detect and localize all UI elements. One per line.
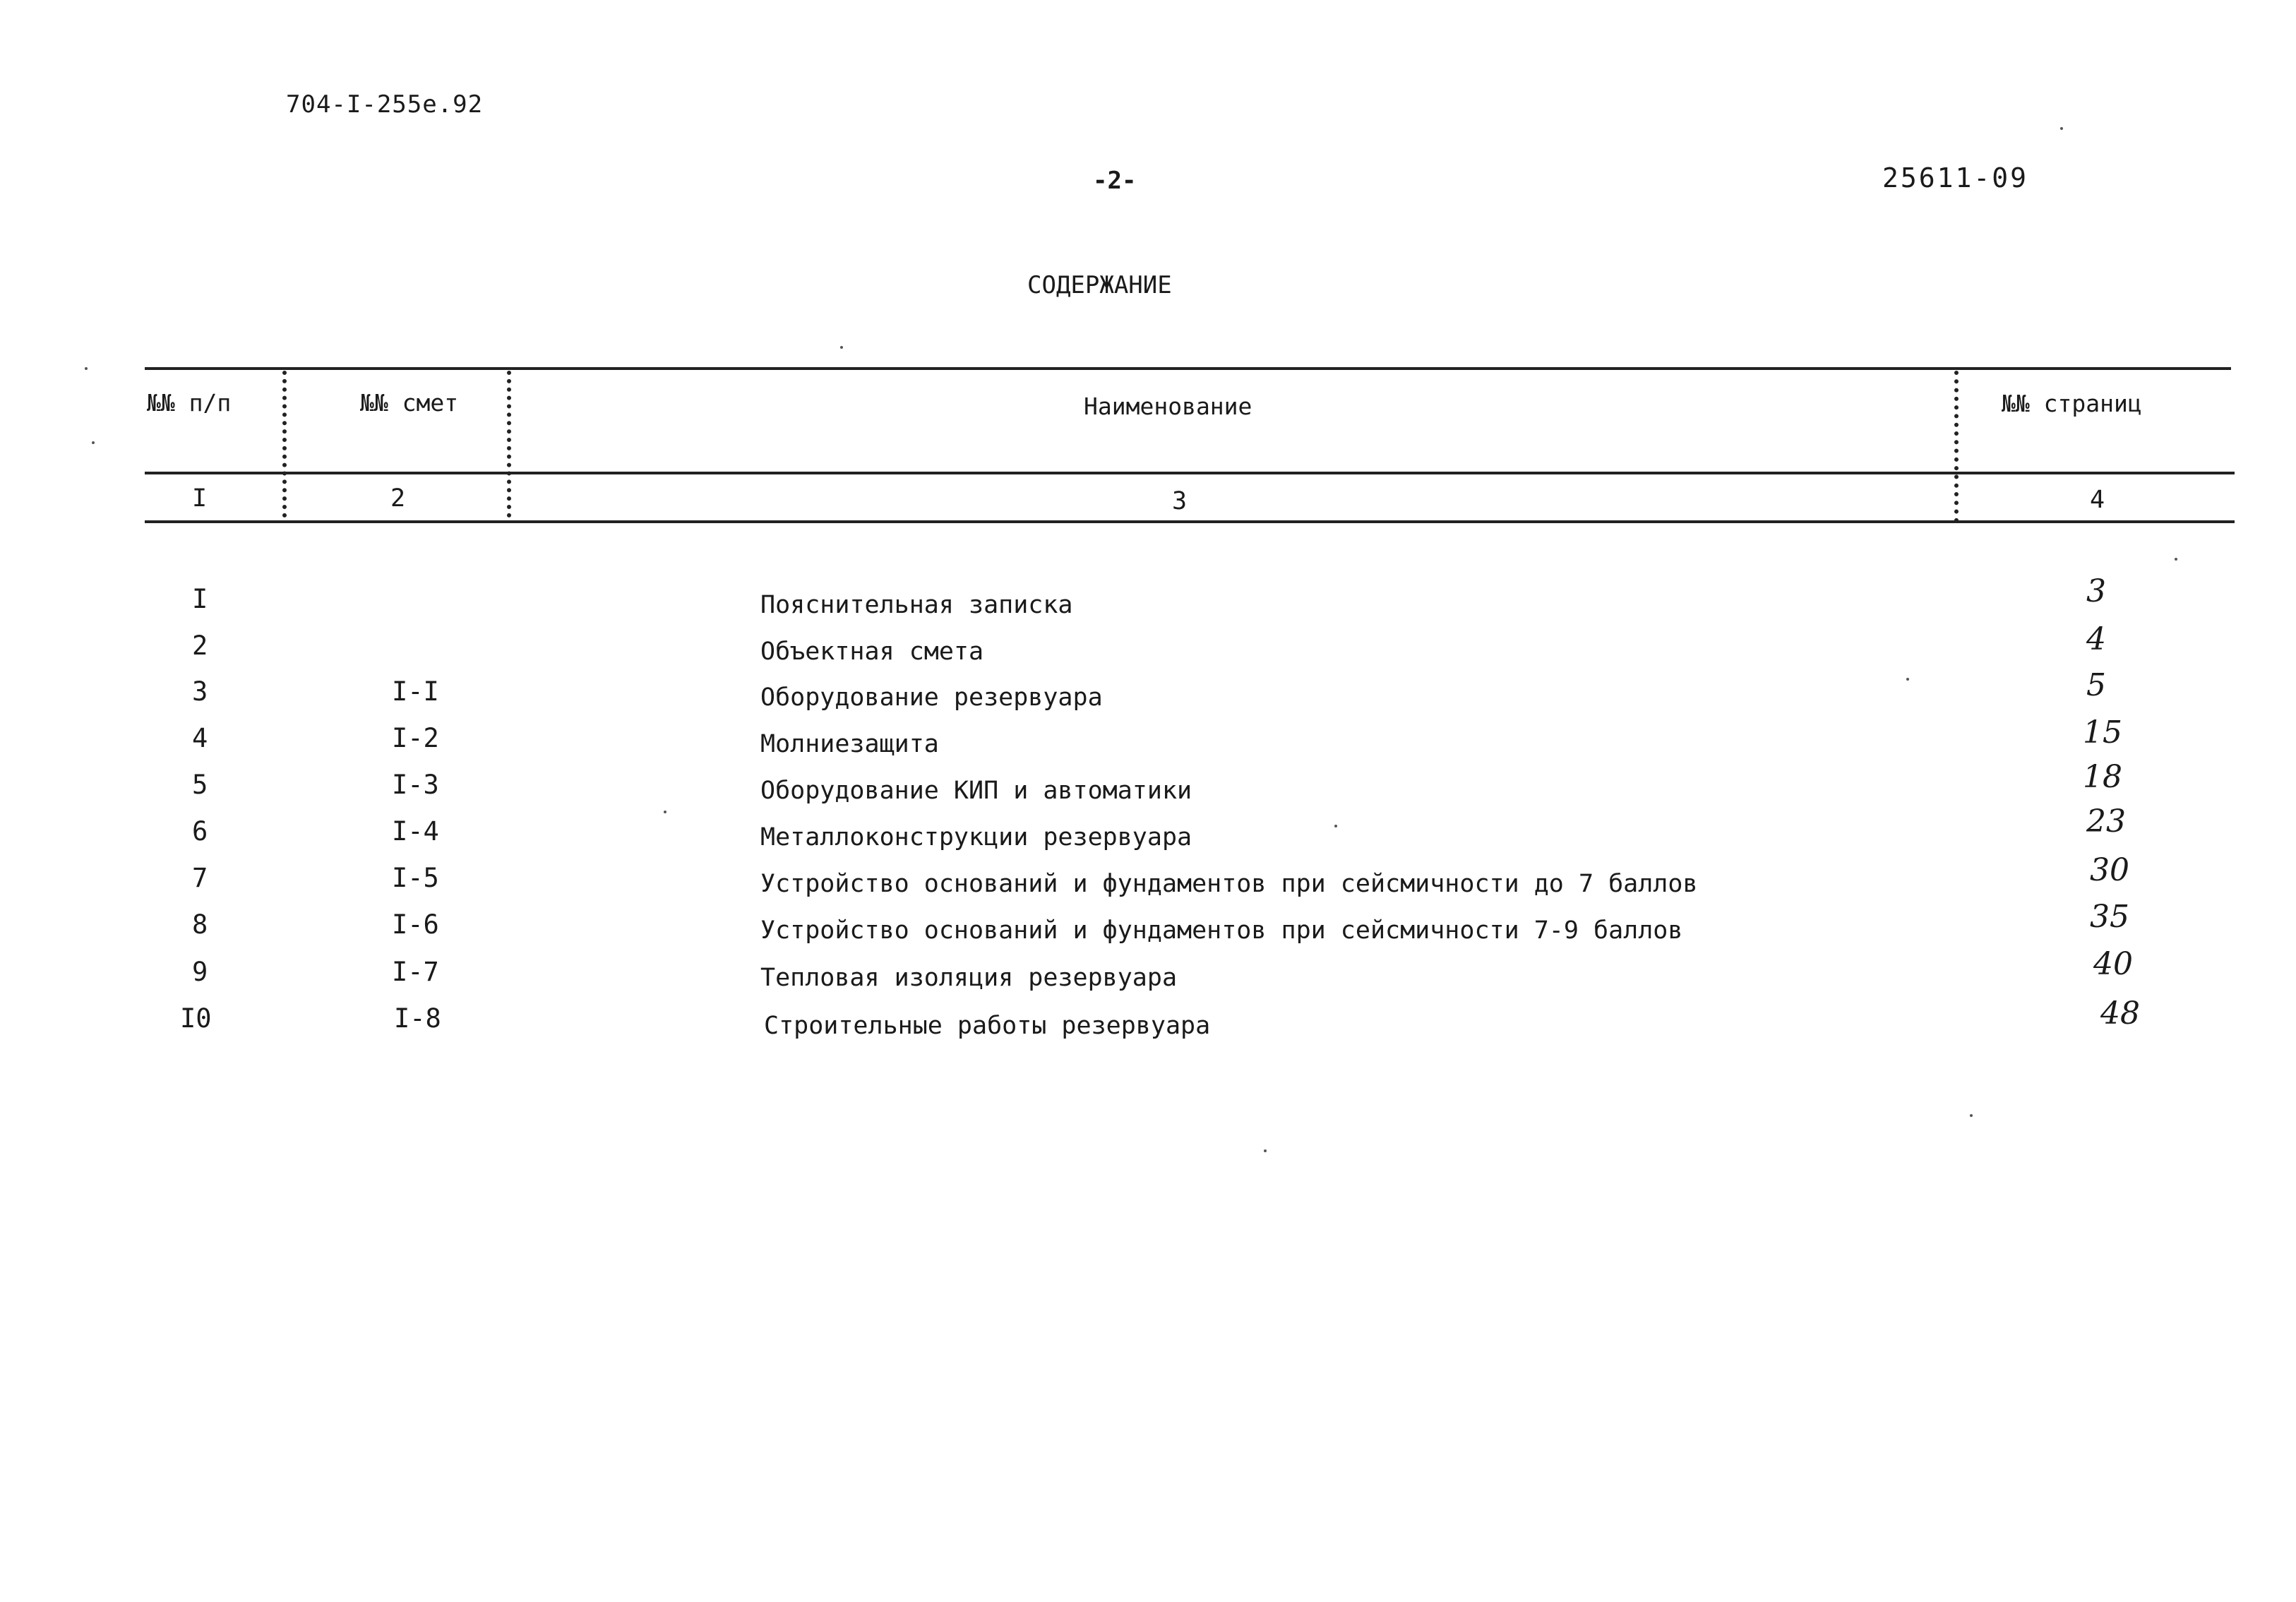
row-number: 5	[192, 770, 208, 800]
document-code: 704-I-255e.92	[286, 90, 484, 119]
row-name: Пояснительная записка	[760, 591, 1073, 619]
scan-speck	[2175, 558, 2177, 561]
scan-speck	[1906, 678, 1909, 681]
column-header-estimate: №№ смет	[360, 389, 459, 417]
row-name: Металлоконструкции резервуара	[760, 823, 1192, 851]
scan-speck	[1334, 825, 1337, 827]
row-number: 8	[192, 909, 208, 940]
row-estimate: I-5	[392, 863, 439, 893]
header-bottom-rule	[145, 472, 2235, 474]
row-page: 15	[2083, 715, 2122, 751]
row-page: 18	[2083, 759, 2122, 795]
row-name: Оборудование КИП и автоматики	[760, 777, 1192, 805]
row-estimate: I-3	[392, 770, 439, 800]
column-separator	[507, 371, 511, 518]
row-number: I	[192, 584, 208, 614]
row-page: 40	[2093, 946, 2133, 982]
page-number: -2-	[1093, 167, 1137, 195]
row-name: Устройство оснований и фундаментов при сейсмичности до 7 баллов	[760, 870, 1698, 898]
scan-speck	[85, 367, 88, 370]
column-number-4: 4	[2090, 486, 2105, 514]
row-estimate: I-8	[394, 1003, 441, 1034]
row-name: Объектная смета	[760, 638, 984, 666]
row-name: Молниезащита	[760, 730, 939, 758]
row-number: 4	[192, 723, 208, 753]
scan-speck	[1970, 1114, 1973, 1117]
row-number: 7	[192, 863, 208, 893]
row-name: Тепловая изоляция резервуара	[760, 964, 1178, 992]
row-name: Оборудование резервуара	[760, 683, 1103, 712]
column-header-number: №№ п/п	[147, 389, 232, 417]
archive-number: 25611-09	[1882, 162, 2029, 193]
row-page: 5	[2086, 667, 2106, 703]
row-page: 23	[2086, 803, 2126, 839]
scan-speck	[1264, 1149, 1267, 1152]
column-header-name: Наименование	[1084, 393, 1252, 420]
row-page: 35	[2090, 899, 2129, 935]
row-number: 3	[192, 676, 208, 707]
row-number: 2	[192, 630, 208, 661]
column-header-pages: №№ страниц	[2002, 390, 2142, 417]
scan-speck	[664, 811, 666, 813]
numbers-bottom-rule	[145, 520, 2235, 523]
column-number-2: 2	[390, 484, 406, 513]
row-estimate: I-7	[392, 957, 439, 987]
column-number-1: I	[192, 484, 208, 513]
row-page: 30	[2090, 852, 2129, 888]
row-estimate: I-6	[392, 909, 439, 940]
row-page: 4	[2086, 621, 2106, 657]
column-separator	[282, 371, 287, 518]
row-number: I0	[180, 1003, 212, 1034]
row-number: 6	[192, 816, 208, 847]
row-page: 48	[2100, 996, 2140, 1032]
row-estimate: I-I	[392, 676, 439, 707]
scan-speck	[2060, 127, 2063, 130]
row-estimate: I-2	[392, 723, 439, 753]
row-name: Устройство оснований и фундаментов при сейсмичности 7-9 баллов	[760, 916, 1683, 945]
page-title: СОДЕРЖАНИЕ	[1027, 271, 1172, 299]
row-page: 3	[2086, 573, 2106, 609]
row-name: Строительные работы резервуара	[764, 1012, 1211, 1040]
row-number: 9	[192, 957, 208, 987]
scan-speck	[92, 441, 95, 444]
table-top-rule	[145, 367, 2231, 370]
column-number-3: 3	[1172, 487, 1188, 515]
column-separator	[1954, 371, 1959, 522]
row-estimate: I-4	[392, 816, 439, 847]
scan-speck	[840, 346, 843, 349]
